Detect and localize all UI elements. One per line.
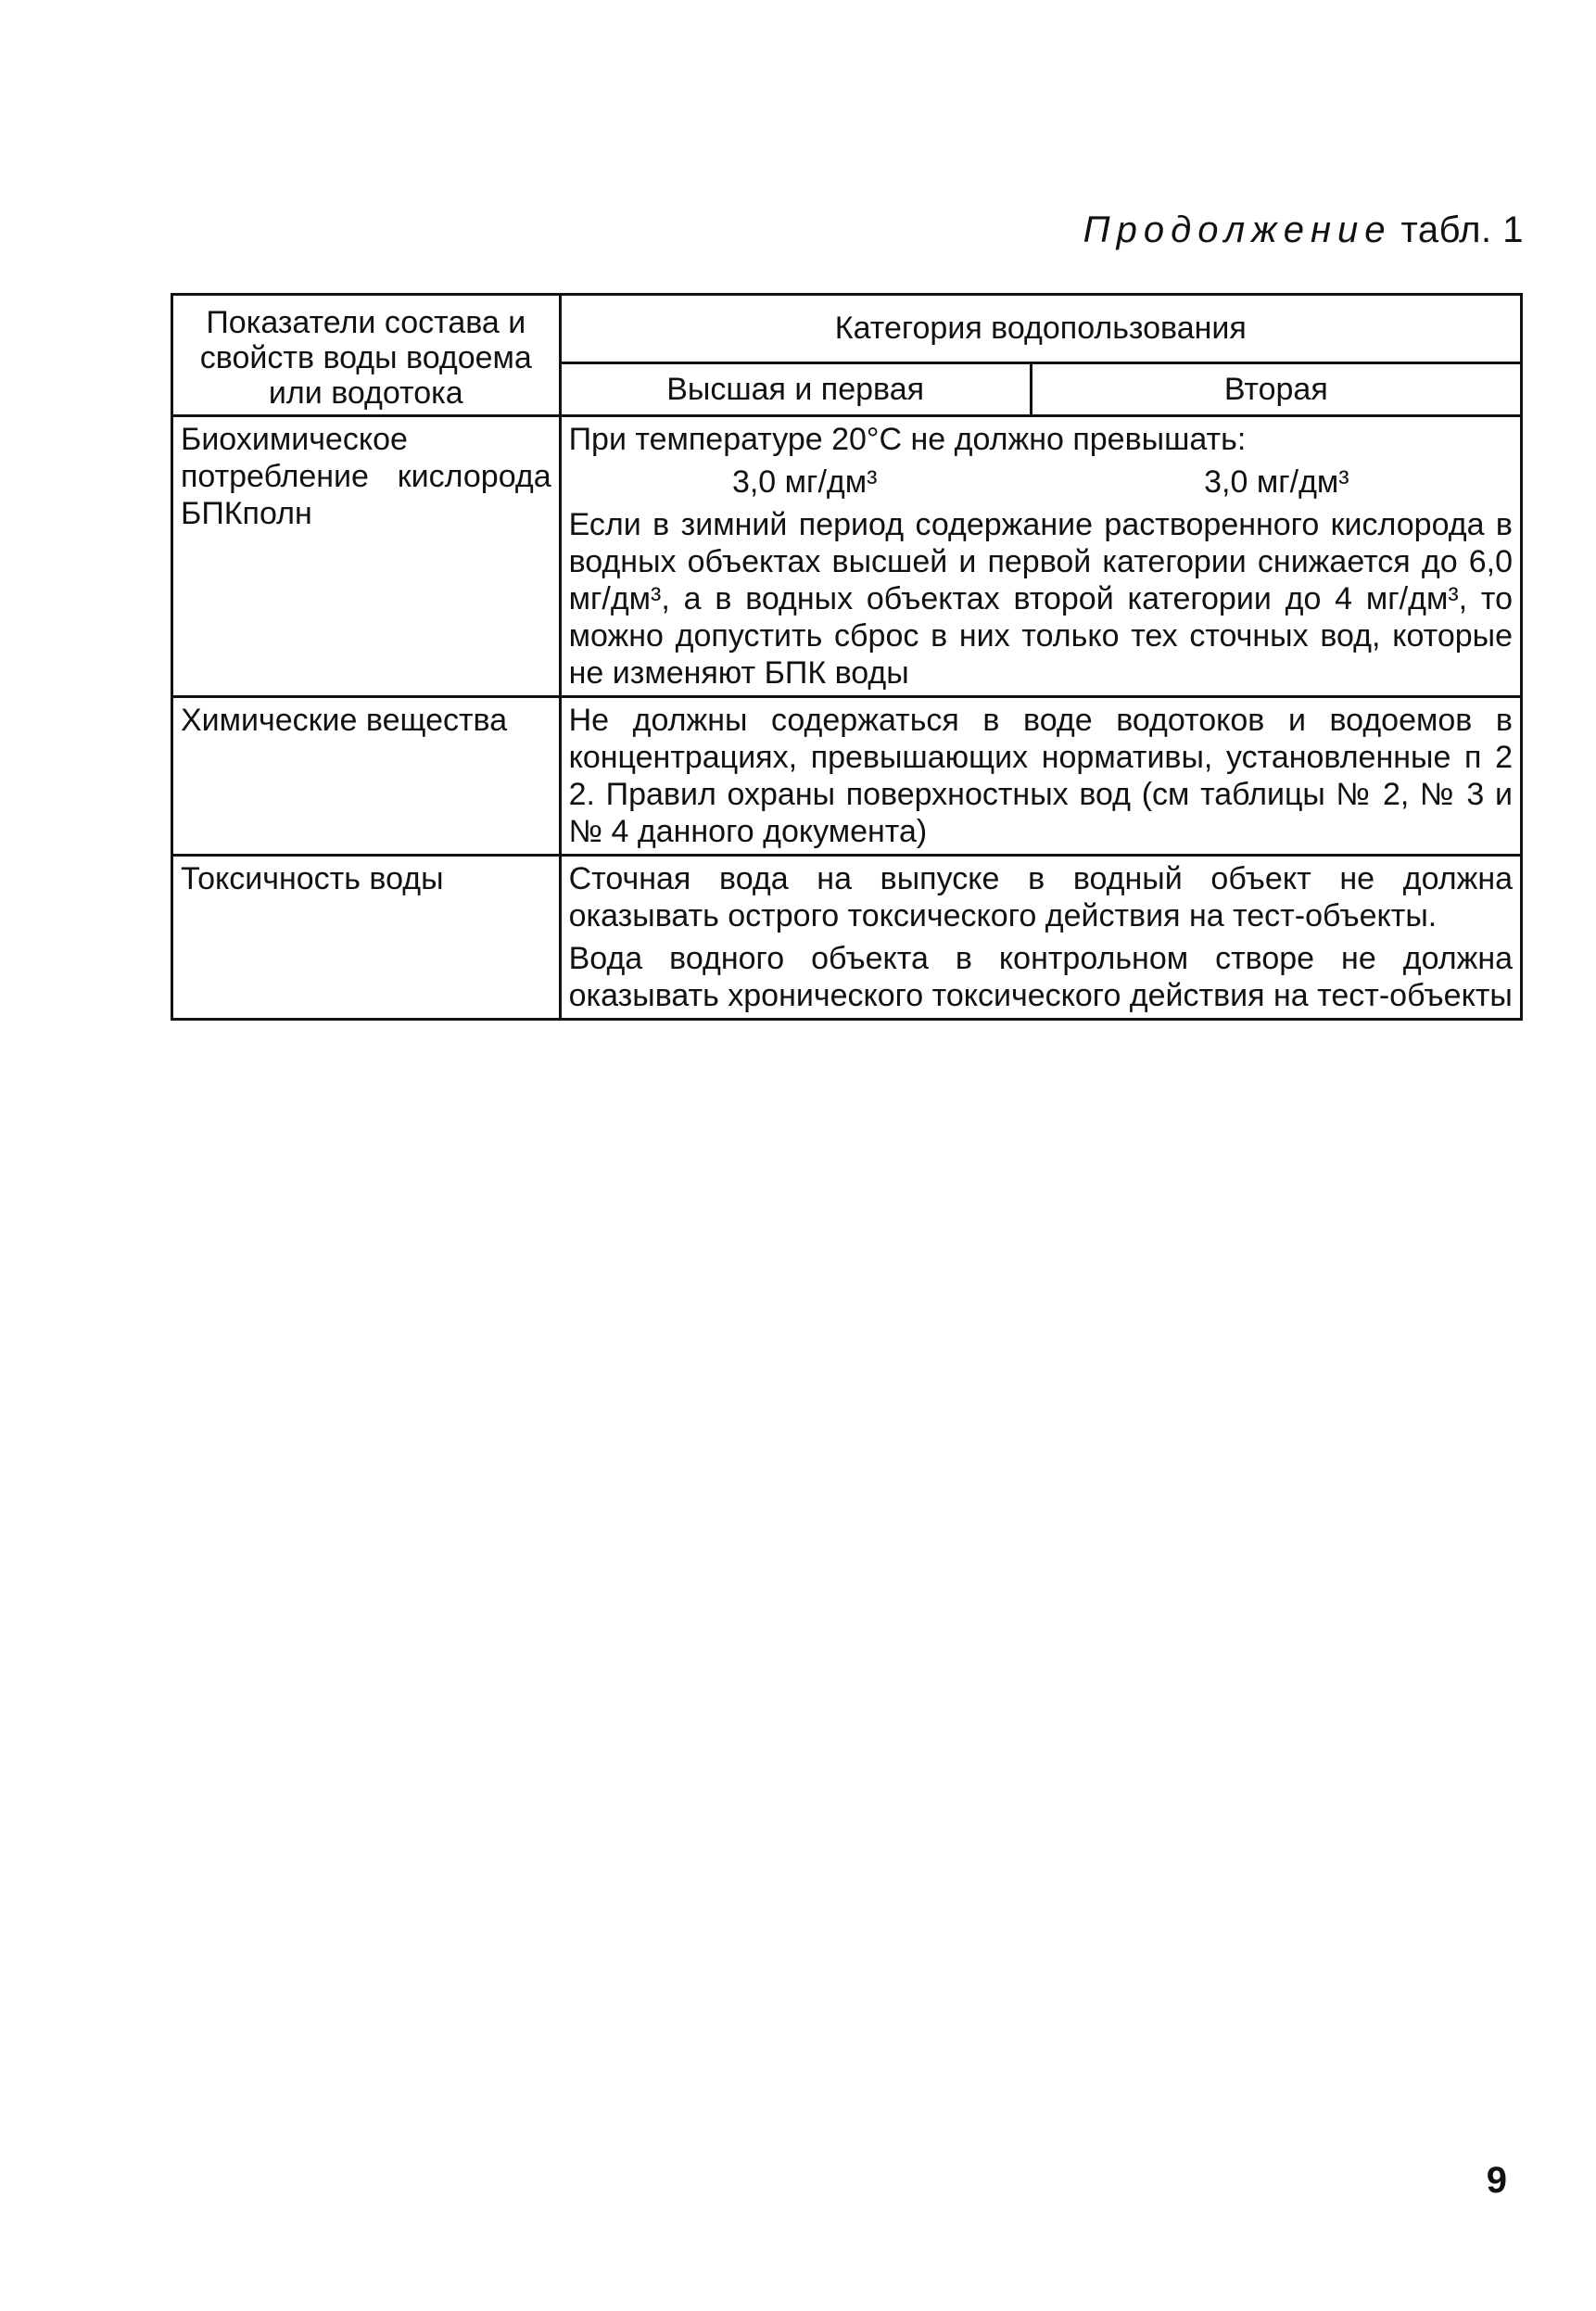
bod-values xyxy=(569,463,1513,501)
row-value-toxicity xyxy=(560,856,1521,1020)
table-header-row xyxy=(172,295,1522,363)
param-text: Биохимическое потребление кислорода БПКполн xyxy=(181,422,551,531)
caption-table-ref: табл. 1 xyxy=(1400,210,1524,250)
bod-value-highest-first: 3,0 мг/дм³ xyxy=(731,464,878,500)
row-value-bod xyxy=(560,416,1521,697)
header-category: Категория водопользования xyxy=(560,295,1521,363)
page-number: 9 xyxy=(1486,2160,1507,2201)
table-caption xyxy=(1083,210,1524,251)
row-param-toxicity: Токсичность воды xyxy=(172,856,561,1020)
row-param-chemicals: Химические вещества xyxy=(172,697,561,856)
toxicity-para-2: Вода водного объекта в контрольном створе не должна оказывать хронического токсического действия на тест-объекты xyxy=(568,941,1513,1013)
caption-continuation: Продолжение xyxy=(1083,210,1392,250)
bod-condition: При температуре 20°С не должно превышать: xyxy=(568,422,1247,457)
row-param-bod xyxy=(172,416,561,697)
header-params: Показатели состава и свойств воды водоема или водотока xyxy=(172,295,561,416)
table-row xyxy=(172,697,1522,856)
bod-note: Если в зимний период содержание растворенного кислорода в водных объектах высшей и первой категории снижается до 6,0 мг/дм³, а в водных объектах второй категории до 4 мг/дм³, то можно допустить сброс в них только тех сточных вод, которые не изменяют БПК воды xyxy=(568,507,1513,691)
header-highest-first: Высшая и первая xyxy=(560,362,1031,415)
chemicals-text: Не должны содержаться в воде водотоков и водоемов в концентрациях, превышающих нормативы, установленные п 2 2. Правил охраны поверхностных вод (см таблицы № 2, № 3 и № 4 данного документа) xyxy=(568,703,1513,849)
table-row xyxy=(172,856,1522,1020)
row-value-chemicals xyxy=(560,697,1521,856)
toxicity-para-1: Сточная вода на выпуске в водный объект не должна оказывать острого токсического действия на тест-объекты. xyxy=(568,861,1513,933)
bod-value-second: 3,0 мг/дм³ xyxy=(1204,464,1349,500)
header-second: Вторая xyxy=(1031,362,1521,415)
table-row xyxy=(172,416,1522,697)
water-quality-table xyxy=(171,293,1523,1021)
